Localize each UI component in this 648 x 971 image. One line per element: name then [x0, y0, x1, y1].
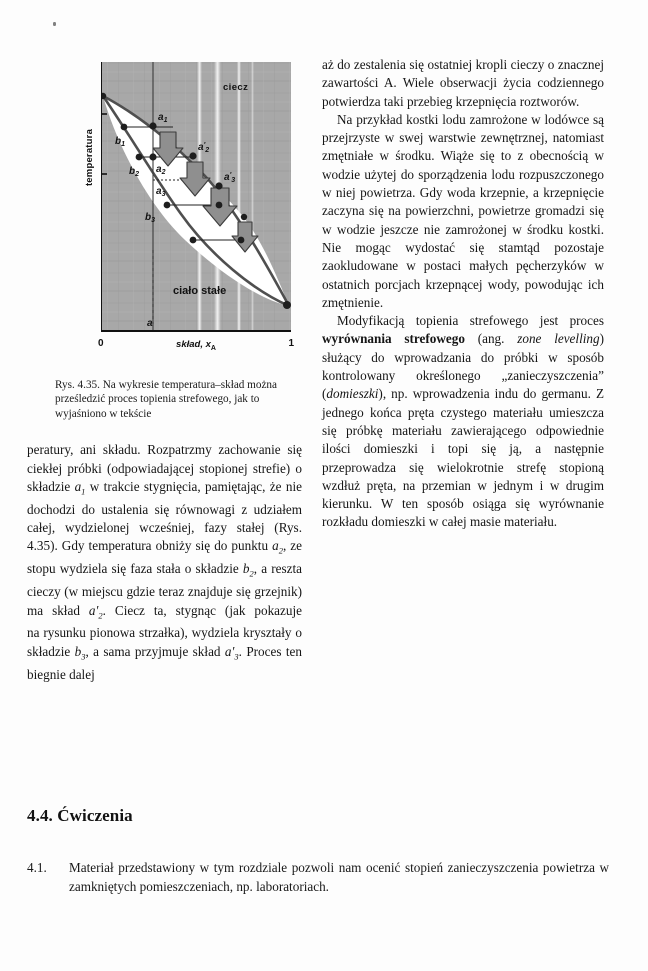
plot-area	[101, 62, 291, 332]
svg-text:b1: $b_1$	[115, 136, 126, 148]
y-axis-label: temperatura	[84, 128, 96, 187]
paragraph-right-1: aż do zestalenia się ostatniej kropli cieczy o znacznej zawartości A. Wiele obserwacji życia codziennego potwierdza taki przebieg krzepnięcia roztworów.	[322, 57, 604, 109]
p3-pre: Modyfikacją topienia strefowego jest proces	[337, 313, 604, 329]
p3-mid2: ) służący do wprowadzania do próbki w sposób kontrolowany określonego „zanieczyszczenia” (	[322, 331, 604, 402]
svg-text:a′2: $a'_2$	[198, 142, 210, 154]
page-artifact-speck	[53, 22, 56, 26]
p3-mid1: (ang.	[464, 331, 518, 347]
exercise-number: 4.1.	[27, 860, 47, 875]
paragraph-right-3	[322, 312, 604, 532]
svg-text:a1: $a_1$	[158, 112, 168, 124]
exercise-item	[27, 858, 609, 896]
figure-caption: Rys. 4.35. Na wykresie temperatura–skład można prześledzić proces topienia strefowego, jak to wyjaśniono w tekście	[55, 379, 277, 420]
left-body-text	[27, 441, 302, 684]
svg-text:b3: $b_3$	[145, 212, 156, 224]
svg-text:a: a	[147, 318, 153, 329]
p3-end: ), np. wprowadzenia indu do germanu. Z jednego końca pręta czystego materiału umieszcza się próbkę materiału zawierającego odpowiednie ilości domieszki i topi się ją, a następnie przeprowadza się wielokrotnie strefę stopioną wzdłuż pręta, na przemian w jednym i w drugim kierunku. W ten sposób osiąga się wyrównanie rozkładu domieszki w całej masie materiału.	[322, 386, 604, 530]
svg-text:b2: $b_2$	[129, 166, 140, 178]
left-column	[27, 56, 302, 684]
right-column	[322, 56, 604, 532]
svg-text:a′3: $a'_3$	[224, 172, 236, 184]
paragraph-right-2: Na przykład kostki lodu zamrożone w lodówce są przejrzyste w swej warstwie zewnętrznej, natomiast zmętniałe w środku. Wiąże się to z obecnością w wodzie użytej do sporządzenia lodu rozpuszczonego w niej powietrza. Gdy woda krzepnie, a krzepnięcie zaczyna się na powierzchni, powietrze gromadzi się w wodzie jeszcze nie zamrożonej w środku kostki. Nie mogąc wydostać się stamtąd pozostaje zaokludowane w postaci małych pęcherzyków w ostatnich porcjach krzepnącej wody, powodując ich zmętnienie.	[322, 111, 604, 310]
svg-text:a3: $a_3$	[156, 186, 166, 198]
exercise-text: Materiał przedstawiony w tym rozdziale pozwoli nam ocenić stopień zanieczyszczenia powietrza w zamkniętych pomieszczeniach, np. laboratoriach.	[69, 860, 609, 894]
svg-text:a2: $a_2$	[156, 164, 166, 176]
x-axis-label: skład, $x_A$	[176, 339, 216, 352]
section-heading: 4.4. Ćwiczenia	[27, 806, 133, 825]
p3-bold-term: wyrównania strefowego	[322, 331, 465, 347]
section-heading-block	[27, 806, 607, 826]
p3-italic-term-1: zone levelling	[517, 331, 600, 347]
svg-text:ciało stałe: ciało stałe	[173, 285, 227, 297]
figure-4-35	[55, 56, 305, 421]
phase-diagram-svg	[101, 62, 291, 332]
x-tick-min: 0	[98, 338, 104, 349]
svg-text:ciecz: ciecz	[223, 82, 249, 93]
phase-diagram	[83, 56, 305, 356]
paragraph-left-1: peratury, ani składu. Rozpatrzmy zachowanie się ciekłej próbki (odpowiadającej stopionej strefie) o składzie $a_1$ w trakcie stygnięcia, pamiętając, że nie dochodzi do ustalenia się równowagi z udziałem całej, wydzielonej wcześniej, fazy stałej (Rys. 4.35). Gdy temperatura obniży się do punktu $a_2$, ze stopu wydziela się faza stała o składzie $b_2$, a reszta cieczy (w miejscu gdzie teraz znajduje się grzejnik) ma skład $a'_2$. Ciecz ta, stygnąc (jak pokazuje na rysunku pionowa strzałka), wydziela kryształy o składzie $b_3$, a sama przyjmuje skład $a'_3$. Proces ten biegnie dalej	[27, 442, 302, 682]
p3-italic-term-2: domieszki	[326, 386, 379, 402]
x-tick-max: 1	[288, 338, 294, 349]
